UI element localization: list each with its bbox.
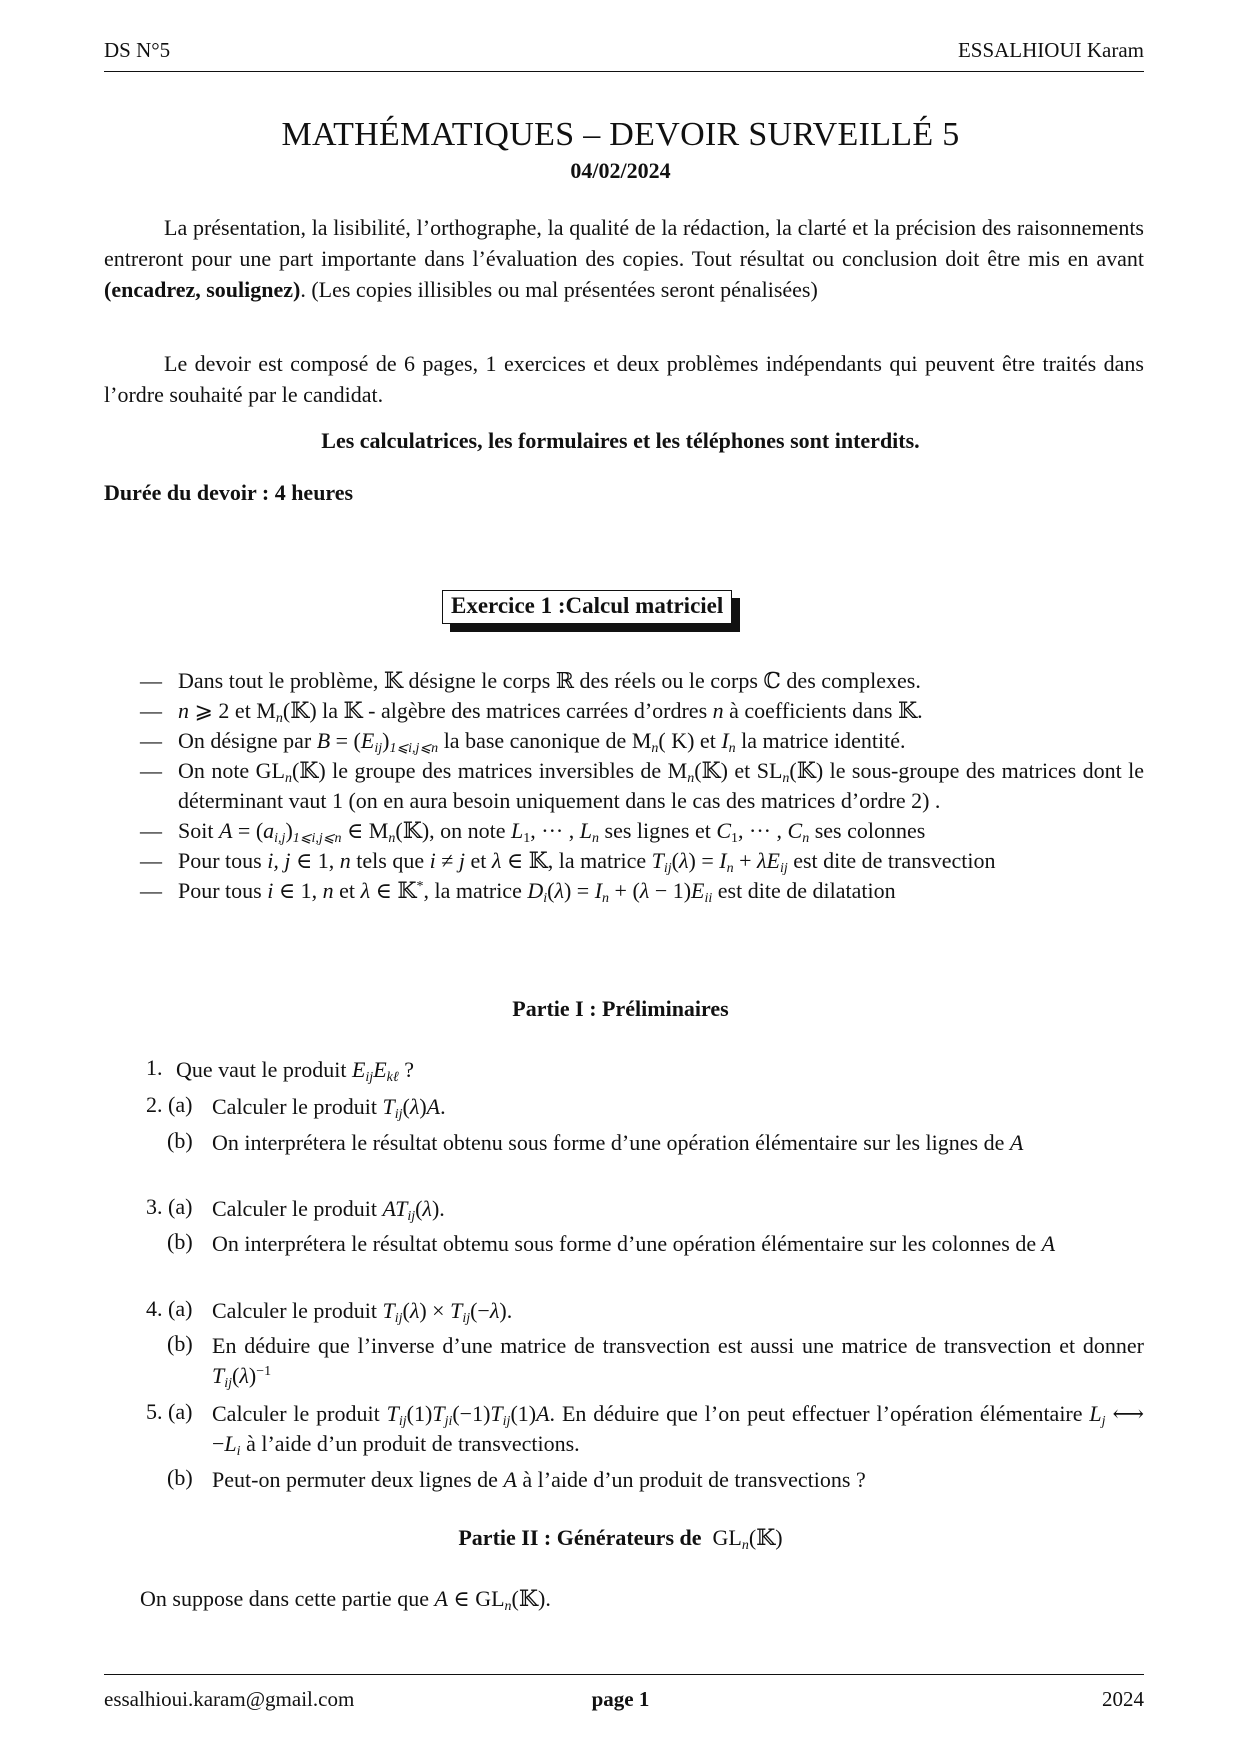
question-4b: En déduire que l’inverse d’une matrice de transvection est aussi une matrice de transvection et donner $T_{ij}(\lambda)^{-1}$ bbox=[212, 1333, 1144, 1391]
intro-text-b: . (Les copies illisibles ou mal présentées seront pénalisées) bbox=[300, 277, 818, 302]
question-1: Que vaut le produit $E_{ij}E_{k\ell}$ ? bbox=[176, 1057, 414, 1085]
intro-text-2: Le devoir est composé de 6 pages, 1 exercices et deux problèmes indépendants qui peuvent être traités dans l’ordre souhaité par le candidat. bbox=[104, 351, 1144, 407]
list-item: — Dans tout le problème, 𝕂 désigne le corps ℝ des réels ou le corps ℂ des complexes. bbox=[140, 668, 921, 693]
part2-intro: On suppose dans cette partie que A ∈ $GL_n(𝕂)$. bbox=[140, 1586, 551, 1614]
list-item: — Soit $A = (a_{i,j})_{1⩽i,j⩽n}$ ∈ $M_n(𝕂)$, on note $L_1$, ··· , $L_n$ ses lignes et $C_1$, ··· , $C_n$ ses colonnes bbox=[140, 818, 926, 846]
list-item: — Pour tous i ∈ 1, n et λ ∈ 𝕂*, la matrice $D_i(\lambda) = I_n + (\lambda - 1)E_{ii}$ est dite de dilatation bbox=[140, 878, 896, 906]
question-number: 1. bbox=[146, 1055, 163, 1080]
list-item: — On note $GL_n(𝕂)$ le groupe des matrices inversibles de $M_n(𝕂)$ et $SL_n(𝕂)$ le sous-groupe des matrices dont le déterminant vaut 1 (on en aura besoin uniquement dans le cas des matrices d’ordre 2) . bbox=[140, 758, 1144, 813]
question-4a: Calculer le produit $T_{ij}(\lambda) \times T_{ij}(-\lambda)$. bbox=[212, 1298, 513, 1326]
question-2b: On interprétera le résultat obtenu sous forme d’une opération élémentaire sur les lignes de A bbox=[212, 1130, 1024, 1155]
question-number: 3. (a) bbox=[146, 1194, 193, 1219]
question-number: (b) bbox=[167, 1128, 193, 1153]
definitions-list bbox=[140, 666, 1144, 906]
document-title: MATHÉMATIQUES – DEVOIR SURVEILLÉ 5 bbox=[281, 116, 960, 153]
question-number: 5. (a) bbox=[146, 1399, 193, 1424]
part2-title: Partie II : Générateurs de $GL_n(𝕂)$ bbox=[458, 1525, 783, 1553]
question-number: 4. (a) bbox=[146, 1296, 193, 1321]
intro-paragraph-1 bbox=[104, 212, 1144, 305]
list-item: — Pour tous i, j ∈ 1, n tels que i ≠ j et λ ∈ 𝕂, la matrice $T_{ij}(\lambda) = I_n + \lambda E_{ij}$ est dite de transvection bbox=[140, 848, 996, 876]
question-number: 2. (a) bbox=[146, 1092, 193, 1117]
document-date: 04/02/2024 bbox=[570, 158, 671, 183]
question-5b: Peut-on permuter deux lignes de A à l’aide d’un produit de transvections ? bbox=[212, 1467, 866, 1492]
question-number: (b) bbox=[167, 1331, 193, 1356]
header-rule bbox=[104, 71, 1144, 72]
calculator-warning: Les calculatrices, les formulaires et les téléphones sont interdits. bbox=[321, 428, 920, 453]
exercise-title-box bbox=[442, 590, 732, 624]
question-2a: Calculer le produit $T_{ij}(\lambda)A$. bbox=[212, 1094, 446, 1122]
intro-text-a: La présentation, la lisibilité, l’orthographe, la qualité de la rédaction, la clarté et la précision des raisonnements entreront pour une part importante dans l’évaluation des copies. Tout résultat ou conclusion doit être mis en avant bbox=[104, 215, 1144, 271]
intro-emphasis: (encadrez, soulignez) bbox=[104, 277, 301, 302]
exercise-title: Exercice 1 :Calcul matriciel bbox=[442, 590, 732, 624]
header-left: DS N°5 bbox=[104, 38, 171, 62]
question-3b: On interprétera le résultat obtemu sous forme d’une opération élémentaire sur les colonnes de A bbox=[212, 1231, 1056, 1256]
intro-paragraph-2 bbox=[104, 348, 1144, 410]
page-number: page 1 bbox=[591, 1687, 650, 1711]
question-5a: Calculer le produit $T_{ij}(1)T_{ji}(-1)T_{ij}(1)A$. En déduire que l’on peut effectuer l’opération élémentaire $L_j$ ⟷ $-L_i$ à l’aide d’un produit de transvections. bbox=[212, 1401, 1144, 1459]
part1-title: Partie I : Préliminaires bbox=[512, 996, 729, 1021]
footer-year: 2024 bbox=[1102, 1687, 1144, 1711]
header-right: ESSALHIOUI Karam bbox=[957, 38, 1144, 62]
footer-rule bbox=[104, 1674, 1144, 1675]
question-number: (b) bbox=[167, 1229, 193, 1254]
question-number: (b) bbox=[167, 1465, 193, 1490]
exam-duration: Durée du devoir : 4 heures bbox=[104, 480, 354, 505]
list-item: — n ⩾ 2 et $M_n(𝕂)$ la 𝕂 - algèbre des matrices carrées d’ordres n à coefficients dans 𝕂. bbox=[140, 698, 923, 726]
footer-email: essalhioui.karam@gmail.com bbox=[104, 1687, 355, 1711]
question-3a: Calculer le produit $AT_{ij}(\lambda)$. bbox=[212, 1196, 445, 1224]
list-item: — On désigne par $B = (E_{ij})_{1⩽i,j⩽n}$ la base canonique de $M_n$( K) et $I_n$ la matrice identité. bbox=[140, 728, 906, 756]
